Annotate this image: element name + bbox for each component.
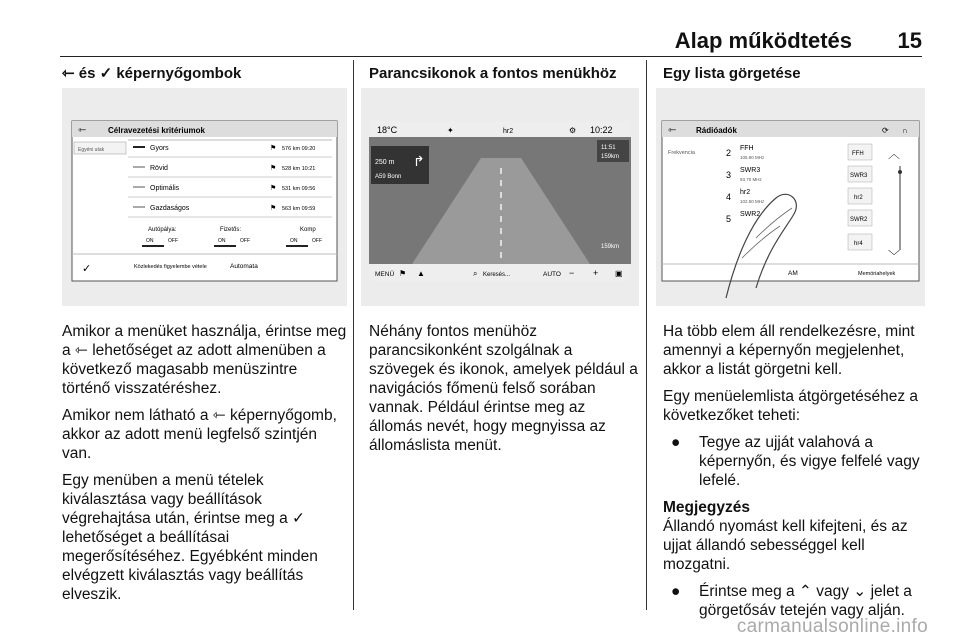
clock: 10:22 xyxy=(590,125,613,135)
svg-text:3: 3 xyxy=(726,170,732,180)
paragraph: Egy menüben a menü tételek kiválasztása vagy beállítások végrehajtása után, érintse meg a ✓ lehetőséget a beállításai megerősítéséhez. Egyébként minden elvégzett kiválasztás vagy beállítás elveszik. xyxy=(62,472,318,603)
bullet-icon: ● xyxy=(671,583,681,600)
screenshot-navigation-criteria xyxy=(62,88,347,306)
screen-illustration xyxy=(361,88,639,306)
route-info: 528 km 10:21 xyxy=(282,166,316,172)
refresh-icon: ⟳ xyxy=(882,126,889,135)
headset-icon: ∩ xyxy=(902,126,908,135)
svg-text:102.50 MHz: 102.50 MHz xyxy=(740,199,765,204)
svg-text:hr2: hr2 xyxy=(854,195,863,201)
zoom-in-icon: + xyxy=(593,268,599,278)
svg-text:Komp: Komp xyxy=(300,227,316,233)
memory-button: Memóriahelyek xyxy=(858,271,896,277)
check-icon: ✓ xyxy=(82,263,92,275)
screen-title: Rádióadók xyxy=(696,126,737,135)
svg-text:ON: ON xyxy=(290,238,298,244)
svg-text:SWR2: SWR2 xyxy=(740,211,761,218)
svg-text:SWR3: SWR3 xyxy=(740,167,761,174)
svg-text:OFF: OFF xyxy=(312,238,322,244)
auto-button: AUTO xyxy=(543,271,561,278)
note-heading: Megjegyzés xyxy=(663,499,751,516)
traffic-value: Automata xyxy=(230,263,258,270)
svg-text:2: 2 xyxy=(726,148,732,158)
street-name: A59 Bonn xyxy=(375,174,402,180)
route-info: 531 km 09:56 xyxy=(282,186,316,192)
svg-text:Autópálya:: Autópálya: xyxy=(148,227,177,233)
column-1-text xyxy=(62,322,348,612)
options-icon: ▣ xyxy=(615,269,623,278)
turn-arrow-icon: ↱ xyxy=(413,153,425,169)
zoom-out-icon: − xyxy=(569,268,575,278)
route-label: Gazdaságos xyxy=(150,205,190,212)
paragraph: Egy menüelemlista átgörgetéséhez a következőket teheti: xyxy=(663,388,919,424)
svg-text:ON: ON xyxy=(146,238,154,244)
gps-icon: ✦ xyxy=(447,126,454,135)
bullet-item: ● Tegye az ujját valahová a képernyőn, és vigye felfelé vagy lefelé. xyxy=(663,433,927,490)
station-shortcut: hr2 xyxy=(503,128,514,135)
bullet-icon: ● xyxy=(671,434,681,451)
screen-illustration xyxy=(62,88,347,306)
watermark: carmanualsonline.info xyxy=(736,616,928,637)
section-heading: Parancsikonok a fontos menükhöz xyxy=(369,65,617,82)
column-divider xyxy=(353,60,354,610)
route-info: 563 km 09:59 xyxy=(282,206,316,212)
svg-text:FFH: FFH xyxy=(740,145,754,152)
remaining-distance: 159km xyxy=(601,244,620,250)
scroll-down-icon: ﹀ xyxy=(888,249,901,263)
eta-distance: 159km xyxy=(601,154,620,160)
svg-text:hr2: hr2 xyxy=(740,189,751,196)
traffic-label: Közlekedés figyelembe vétele xyxy=(134,264,207,270)
paragraph: Amikor a menüket használja, érintse meg a ⇽ lehetőséget az adott almenüben a következő magasabb menüszintre történő visszatéréshez. xyxy=(62,323,347,397)
side-label: Frekvencia xyxy=(668,150,695,156)
gear-icon: ⚙ xyxy=(569,126,577,135)
paragraph: Néhány fontos menühöz parancsikonként szolgálnak a szövegek és ikonok, amelyek például a navigációs főmenü felső sorában vannak. Például érintse meg az állomás nevét, hogy megnyissa az állomáslista menüt. xyxy=(369,323,638,454)
menu-button: MENÜ xyxy=(375,271,395,278)
bullet-item: ● Érintse meg a ⌃ vagy ⌄ jelet a görgetősáv tetején vagy alján. xyxy=(663,582,927,620)
screenshot-navigation-map xyxy=(361,88,639,306)
column-divider xyxy=(646,60,647,610)
flag-icon: ⚑ xyxy=(399,269,407,278)
temperature: 18°C xyxy=(377,125,398,135)
scroll-thumb xyxy=(898,170,902,174)
flag-icon: ⚑ xyxy=(270,185,277,192)
section-heading: Egy lista görgetése xyxy=(663,65,801,82)
page-title: Alap működtetés xyxy=(674,28,852,53)
page-number: 15 xyxy=(897,28,922,53)
column-2 xyxy=(369,62,639,86)
svg-text:ON: ON xyxy=(218,238,226,244)
screen-illustration xyxy=(656,88,925,306)
note-text: Állandó nyomást kell kifejteni, és az ujjat állandó sebességgel kell mozgatni. xyxy=(663,518,908,573)
navigation-arrow-icon: ▲ xyxy=(417,269,425,278)
search-icon: ⌕ xyxy=(473,269,478,278)
screenshot-radio-list xyxy=(656,88,925,306)
am-button: AM xyxy=(788,270,798,277)
column-3-text xyxy=(663,322,927,628)
svg-text:OFF: OFF xyxy=(168,238,178,244)
svg-text:SWR3: SWR3 xyxy=(850,173,868,179)
page-header xyxy=(60,26,922,57)
flag-icon: ⚑ xyxy=(270,165,277,172)
back-arrow-icon: ⇽ xyxy=(78,125,87,136)
paragraph: Ha több elem áll rendelkezésre, mint amennyi a képernyőn megjelenhet, akkor a listát görgetni kell. xyxy=(663,323,915,378)
column-1 xyxy=(62,62,346,86)
column-2-text xyxy=(369,322,641,463)
route-label: Optimális xyxy=(150,185,180,192)
route-label: Gyors xyxy=(150,145,169,152)
svg-text:hr4: hr4 xyxy=(854,241,863,247)
svg-text:Fizetős:: Fizetős: xyxy=(220,227,242,233)
station-row[interactable] xyxy=(848,234,872,250)
route-label: Rövid xyxy=(150,165,168,172)
flag-icon: ⚑ xyxy=(270,205,277,212)
eta-time: 11:51 xyxy=(601,145,616,151)
flag-icon: ⚑ xyxy=(270,145,277,152)
svg-text:FFH: FFH xyxy=(852,151,864,157)
svg-text:4: 4 xyxy=(726,192,732,202)
screen-title: Célravezetési kritériumok xyxy=(108,126,205,135)
svg-text:OFF: OFF xyxy=(240,238,250,244)
svg-text:5: 5 xyxy=(726,214,732,224)
route-info: 576 km 09:20 xyxy=(282,146,316,152)
side-label: Egyéni utak xyxy=(78,147,105,153)
svg-text:105.90 MHz: 105.90 MHz xyxy=(740,155,765,160)
column-3 xyxy=(663,62,925,86)
paragraph: Amikor nem látható a ⇽ képernyőgomb, akkor az adott menü legfelső szintjén van. xyxy=(62,407,337,462)
section-heading: ⇽ és ✓ képernyőgombok xyxy=(62,65,242,82)
svg-text:93.70 MHz: 93.70 MHz xyxy=(740,177,762,182)
turn-distance: 250 m xyxy=(375,159,395,166)
svg-text:SWR2: SWR2 xyxy=(850,217,868,223)
search-button: Keresés... xyxy=(483,272,511,278)
back-arrow-icon: ⇽ xyxy=(668,125,677,136)
scroll-up-icon: ︿ xyxy=(888,147,901,161)
